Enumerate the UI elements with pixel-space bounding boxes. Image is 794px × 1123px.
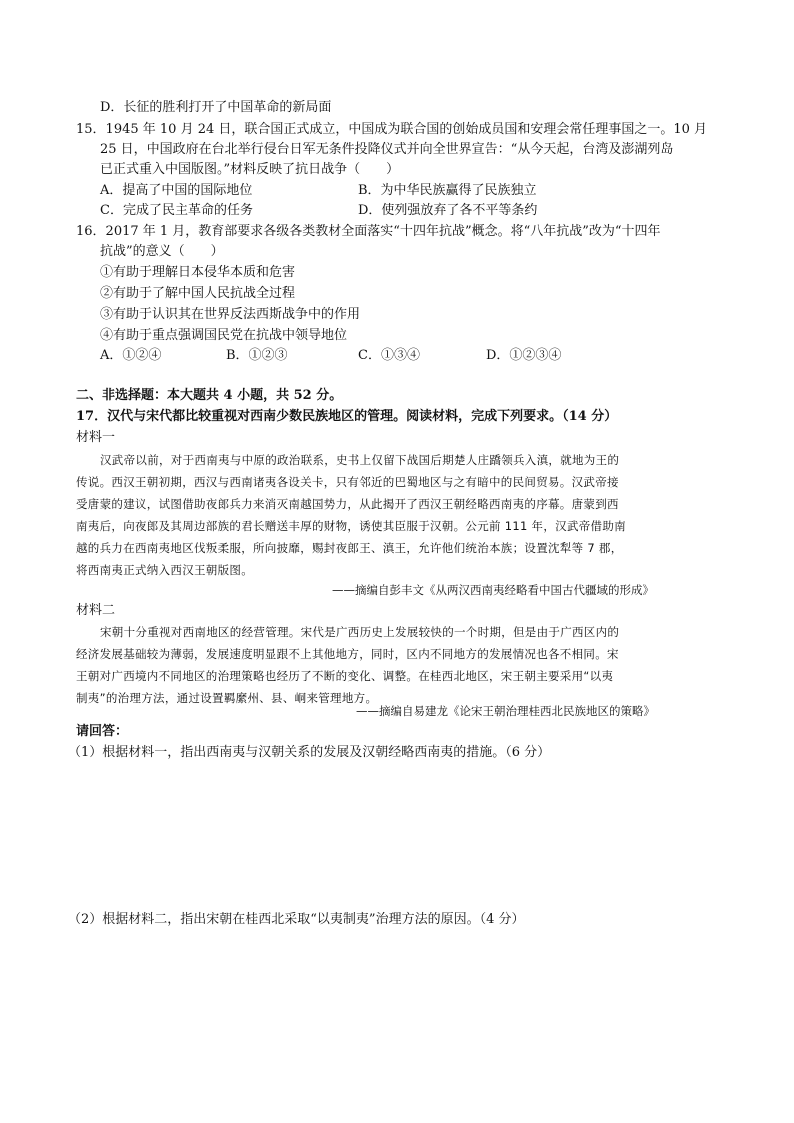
- material-2-line: 王朝对广西境内不同地区的治理策略也经历了不断的变化、调整。在桂西北地区，宋王朝主要采用“以夷: [76, 669, 614, 683]
- material-1-line: 汉武帝以前，对于西南夷与中原的政治联系，史书上仅留下战国后期楚人庄蹻领兵入滇，就地为王的: [100, 453, 620, 467]
- q15-option-b: B．为中华民族赢得了民族独立: [358, 183, 537, 198]
- q14-option-d: D．长征的胜利打开了中国革命的新局面: [100, 100, 332, 115]
- q17-stem: 17．汉代与宋代都比较重视对西南少数民族地区的管理。阅读材料，完成下列要求。（14 分）: [76, 409, 618, 424]
- q16-stem-line1: 16．2017 年 1 月，教育部要求各级各类教材全面落实“十四年抗战”概念。将“八年抗战”改为“十四年: [76, 224, 661, 239]
- sub-question-2: （2）根据材料二，指出宋朝在桂西北采取“以夷制夷”治理方法的原因。（4 分）: [68, 912, 525, 927]
- q15-option-d: D．使列强放弃了各不平等条约: [358, 203, 538, 218]
- material-1-line: 将西南夷正式纳入西汉王朝版图。: [76, 563, 253, 577]
- q16-item-2: ②有助于了解中国人民抗战全过程: [100, 286, 296, 301]
- material-1-source: ——摘编自彭丰文《从两汉西南夷经略看中国古代疆域的形成》: [332, 583, 654, 597]
- q16-option-b: B．①②③: [226, 348, 288, 363]
- q16-option-a: A．①②④: [100, 348, 162, 363]
- q16-item-1: ①有助于理解日本侵华本质和危害: [100, 265, 296, 280]
- answer-prompt: 请回答：: [76, 724, 129, 739]
- q15-option-c: C．完成了民主革命的任务: [100, 203, 253, 218]
- material-1-line: 南夷后，向夜郎及其周边部族的君长赠送丰厚的财物，诱使其臣服于汉朝。公元前 111 年，汉武帝借助南: [76, 519, 626, 533]
- q16-item-4: ④有助于重点强调国民党在抗战中领导地位: [100, 328, 348, 343]
- material-1-label: 材料一: [76, 430, 116, 445]
- material-1-line: 越的兵力在西南夷地区伐叛柔服，所向披靡，赐封夜郎王、滇王，允许他们统治本族；设置沈犁等 7 郡，: [76, 541, 623, 555]
- q16-item-3: ③有助于认识其在世界反法西斯战争中的作用: [100, 307, 361, 322]
- q16-option-d: D．①②③④: [486, 348, 562, 363]
- material-2-line: 经济发展基础较为薄弱，发展速度明显跟不上其他地方，同时，区内不同地方的发展情况也各不相同。宋: [76, 647, 619, 661]
- material-2-line: 制夷”的治理方法，通过设置羁縻州、县、峒来管理地方。: [76, 691, 378, 705]
- q15-stem-line1: 15．1945 年 10 月 24 日，联合国正式成立，中国成为联合国的创始成员国和安理会常任理事国之一。10 月: [76, 122, 708, 137]
- q16-stem-line2: 抗战”的意义（ ）: [100, 244, 224, 259]
- q16-option-c: C．①③④: [358, 348, 420, 363]
- sub-question-1: （1）根据材料一，指出西南夷与汉朝关系的发展及汉朝经略西南夷的措施。（6 分）: [68, 745, 551, 760]
- material-1-line: 传说。西汉王朝初期，西汉与西南诸夷各设关卡，只有邻近的巴蜀地区与之有暗中的民间贸易。汉武帝接: [76, 475, 619, 489]
- q15-stem-line3: 已正式重入中国版图。”材料反映了抗日战争（ ）: [100, 162, 400, 177]
- material-2-label: 材料二: [76, 603, 116, 618]
- material-2-source: ——摘编自易建龙《论宋王朝治理桂西北民族地区的策略》: [356, 704, 655, 718]
- q15-stem-line2: 25 日，中国政府在台北举行侵台日军无条件投降仪式并向全世界宣告：“从今天起，台湾及澎湖列岛: [100, 142, 674, 157]
- q15-option-a: A．提高了中国的国际地位: [100, 183, 253, 198]
- section-heading: 二、非选择题：本大题共 4 小题，共 52 分。: [76, 388, 343, 403]
- material-2-line: 宋朝十分重视对西南地区的经营管理。宋代是广西历史上发展较快的一个时期，但是由于广西区内的: [100, 625, 620, 639]
- material-1-line: 受唐蒙的建议，试图借助夜郎兵力来消灭南越国势力，从此揭开了西汉王朝经略西南夷的序幕。唐蒙到西: [76, 497, 619, 511]
